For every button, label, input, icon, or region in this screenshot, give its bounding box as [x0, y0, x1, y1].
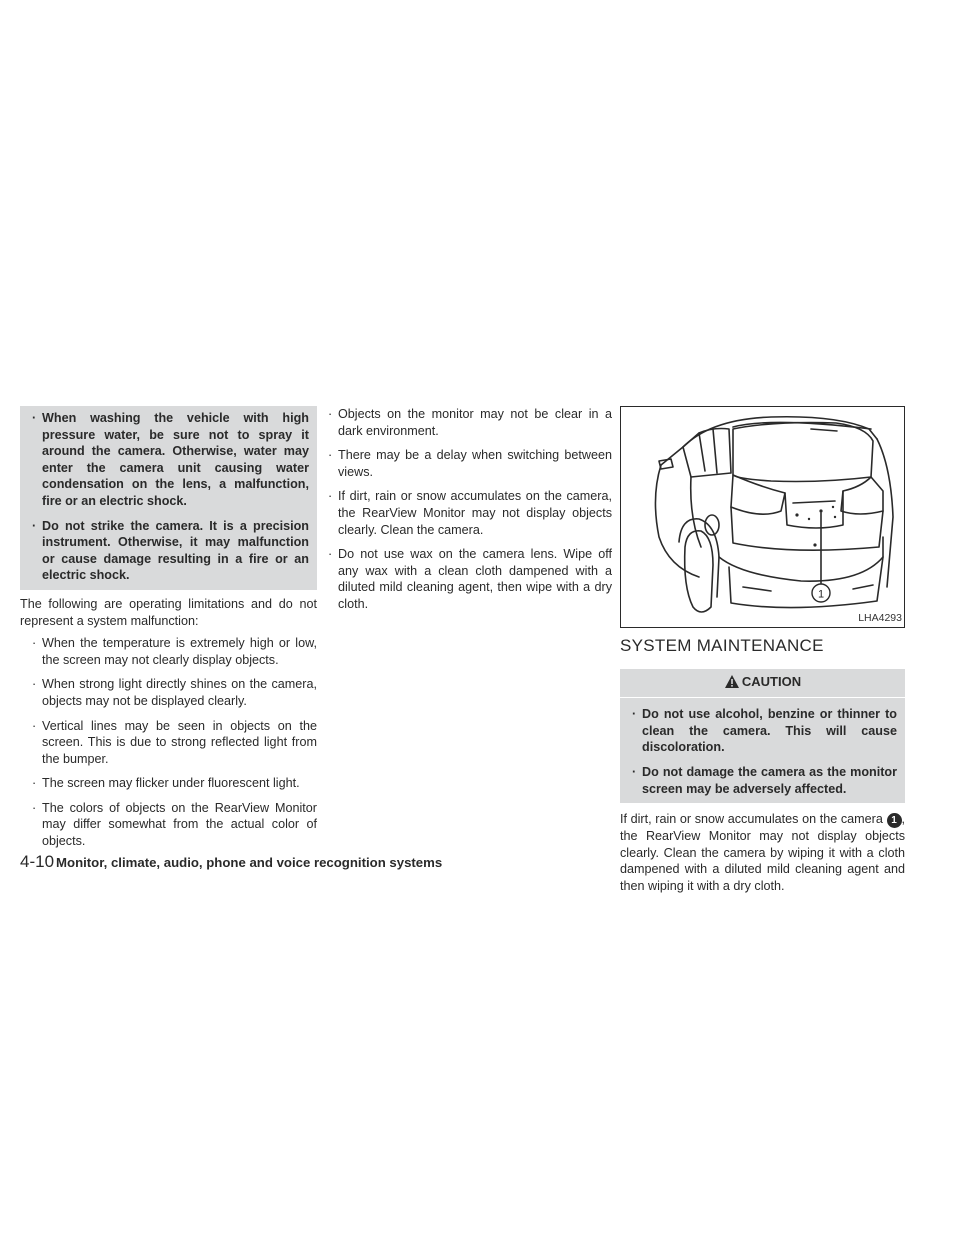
warning-triangle-icon — [724, 674, 740, 689]
limitation-item: · When strong light directly shines on the camera, objects may not be displayed clearly. — [32, 677, 317, 708]
page-footer — [20, 852, 442, 872]
caution-box — [620, 669, 905, 804]
page-number: 4-10 — [20, 852, 55, 871]
callout-number: 1 — [817, 588, 825, 601]
limitation-item: · Do not use wax on the camera lens. Wipe off any wax with a clean cloth dampened with a diluted mild cleaning agent, then wipe with a dry cloth. — [328, 547, 612, 611]
limitation-item: · When the temperature is extremely high or low, the screen may not clearly display objects. — [32, 636, 317, 667]
vehicle-rear-figure — [620, 406, 905, 628]
limitation-item: · Vertical lines may be seen in objects on the screen. This is due to strong reflected light from the bumper. — [32, 718, 317, 766]
section-title: SYSTEM MAINTENANCE — [620, 636, 824, 655]
limitation-item: · There may be a delay when switching between views. — [328, 448, 612, 479]
limitation-item: · The colors of objects on the RearView Monitor may differ somewhat from the actual color of objects. — [32, 800, 317, 849]
caution-item: · Do not use alcohol, benzine or thinner to clean the camera. This will cause discoloration. — [632, 707, 897, 755]
vehicle-rear-illustration — [621, 407, 904, 627]
limitation-item: · If dirt, rain or snow accumulates on the camera, the RearView Monitor may not display objects clearly. Clean the camera. — [328, 489, 612, 537]
caution-item: · Do not damage the camera as the monitor screen may be adversely affected. — [632, 764, 897, 796]
caution-header — [620, 671, 905, 699]
warning-item: · When washing the vehicle with high pressure water, be sure not to spray it around the camera. Otherwise, water may enter the camera unit causing water condensation on the lens, a malfunction, fire or an electric shock. — [32, 411, 309, 508]
caution-label: CAUTION — [741, 673, 802, 689]
column-middle — [326, 406, 612, 621]
warning-item: · Do not strike the camera. It is a precision instrument. Otherwise, it may malfunction or cause damage resulting in a fire or an electric shock. — [32, 518, 309, 583]
limitation-item: · Objects on the monitor may not be clear in a dark environment. — [328, 407, 612, 438]
chapter-title: Monitor, climate, audio, phone and voice recognition systems — [56, 855, 443, 870]
limitations-intro: The following are operating limitations and do not represent a system malfunction: — [20, 596, 317, 628]
column-left — [20, 406, 317, 858]
limitation-item: · The screen may flicker under fluorescent light. — [32, 776, 300, 791]
figure-label: LHA4293 — [858, 610, 902, 627]
maintenance-body: If dirt, rain or snow accumulates on the camera 1 , the RearView Monitor may not display objects clearly. Clean the camera by wiping it with a cloth dampened with a diluted mild cleaning agent and then wiping it with a dry cloth. — [620, 812, 905, 893]
column-right — [620, 406, 905, 901]
callout-number-inline: 1 — [887, 813, 902, 828]
warning-box — [20, 406, 317, 590]
